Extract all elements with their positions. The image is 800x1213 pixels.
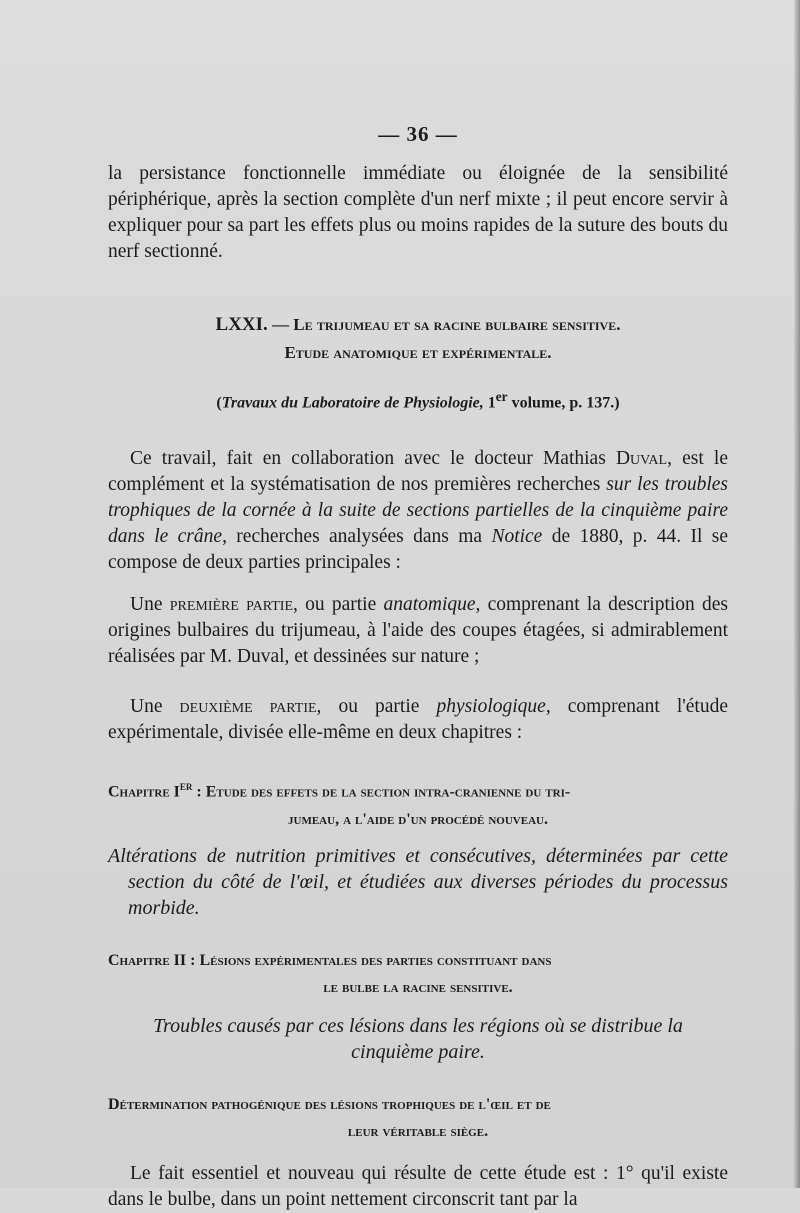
ref-volume-num: 1 (483, 394, 496, 412)
p4-text-a: Une (130, 696, 180, 718)
chapter-2-line-2: le bulbe la racine sensitive. (323, 978, 513, 996)
determination-line-2: leur véritable siège. (347, 1122, 489, 1140)
section-number: LXXI. (215, 314, 268, 335)
chapter-2-heading (108, 947, 728, 1001)
chapter-1-sup: er (179, 778, 193, 794)
p3-italic: anatomique (383, 594, 476, 616)
p2-text-a: Ce travail, fait en collaboration avec le docteur Mathias (130, 448, 616, 470)
source-reference (108, 389, 728, 412)
chapter-2-line-1: Chapitre II : Lésions expérimentales des parties constituant dans (108, 951, 552, 969)
paragraph-intro (108, 446, 728, 576)
p2-text-c: , recherches analysées dans ma (222, 526, 492, 548)
p3-text-a: Une (130, 594, 170, 616)
paragraph-part-one (108, 592, 728, 670)
p2-italic-notice: Notice (491, 526, 543, 548)
chapter-1-title: : Etude des effets de la section intra-cranienne du tri- (192, 783, 571, 801)
p4-part-label: deuxième partie (179, 696, 317, 718)
paragraph-conclusion: Le fait essentiel et nouveau qui résulte de cette étude est : 1° qu'il existe dans le bulbe, dans un point nettement circonscrit tant par la (108, 1162, 728, 1210)
chapter-2-summary-line-2: cinquième paire. (351, 1040, 485, 1063)
p3-part-label: première partie (169, 594, 294, 616)
chapter-2-summary-line-1: Troubles causés par ces lésions dans les régions où se distribue la (153, 1014, 683, 1037)
chapter-1-line-1 (108, 772, 728, 805)
p2-text-d: de 1880, p. 44. Il se compose de deux parties principales : (108, 526, 729, 574)
page-number: — 36 — (378, 122, 458, 146)
ref-open-paren: ( (216, 394, 222, 412)
p3-text-b: , ou partie (293, 594, 384, 616)
page-content (108, 122, 728, 1213)
ref-journal: Travaux du Laboratoire de Physiologie, (221, 394, 484, 412)
p2-text-b: , est le complément et la systématisation de nos premières recherches (108, 448, 728, 496)
p4-text-b: , ou partie (316, 696, 437, 718)
author-name: Duval (615, 448, 668, 470)
paragraph-continuation: la persistance fonctionnelle immédiate ou éloignée de la sensibilité périphérique, après la section complète d'un nerf mixte ; il peut encore servir à expliquer pour sa part les effets plus ou moins rapides de la suture des bouts du nerf sectionné. (108, 163, 728, 262)
determination-line-1: Détermination pathogénique des lésions trophiques de l'œil et de (108, 1095, 551, 1113)
chapter-2-summary (108, 1013, 728, 1065)
chapter-1-label: Chapitre I (108, 783, 180, 801)
section-title-text: — Le trijumeau et sa racine bulbaire sensitive. (272, 315, 621, 334)
chapter-1-line-2: jumeau, a l'aide d'un procédé nouveau. (288, 810, 548, 828)
page-edge-shadow (794, 0, 800, 1188)
section-title-line-2: Etude anatomique et expérimentale. (284, 343, 552, 362)
p4-text-c: , comprenant l'étude expérimentale, divisée elle-même en deux chapitres : (108, 696, 728, 744)
p4-italic: physiologique (436, 696, 546, 718)
paragraph-part-two (108, 694, 728, 746)
chapter-1-heading (108, 772, 728, 832)
p2-italic-title: sur les troubles trophiques de la cornée à la suite de sections partielles de la cinquième paire dans le crâne (108, 474, 728, 548)
section-title (108, 311, 728, 367)
chapter-1-summary: Altérations de nutrition primitives et consécutives, déterminées par cette section du côté de l'œil, et étudiées aux diverses périodes du processus morbide. (108, 844, 728, 919)
p3-text-c: , comprenant la description des origines bulbaires du trijumeau, à l'aide des coupes étagées, si admirablement réalisées par M. Duval, et dessinées sur nature ; (108, 594, 728, 668)
ref-rest: volume, p. 137.) (507, 394, 620, 412)
determination-heading (108, 1091, 728, 1145)
section-title-line-1 (108, 311, 728, 339)
ref-volume-sup: er (495, 389, 508, 404)
